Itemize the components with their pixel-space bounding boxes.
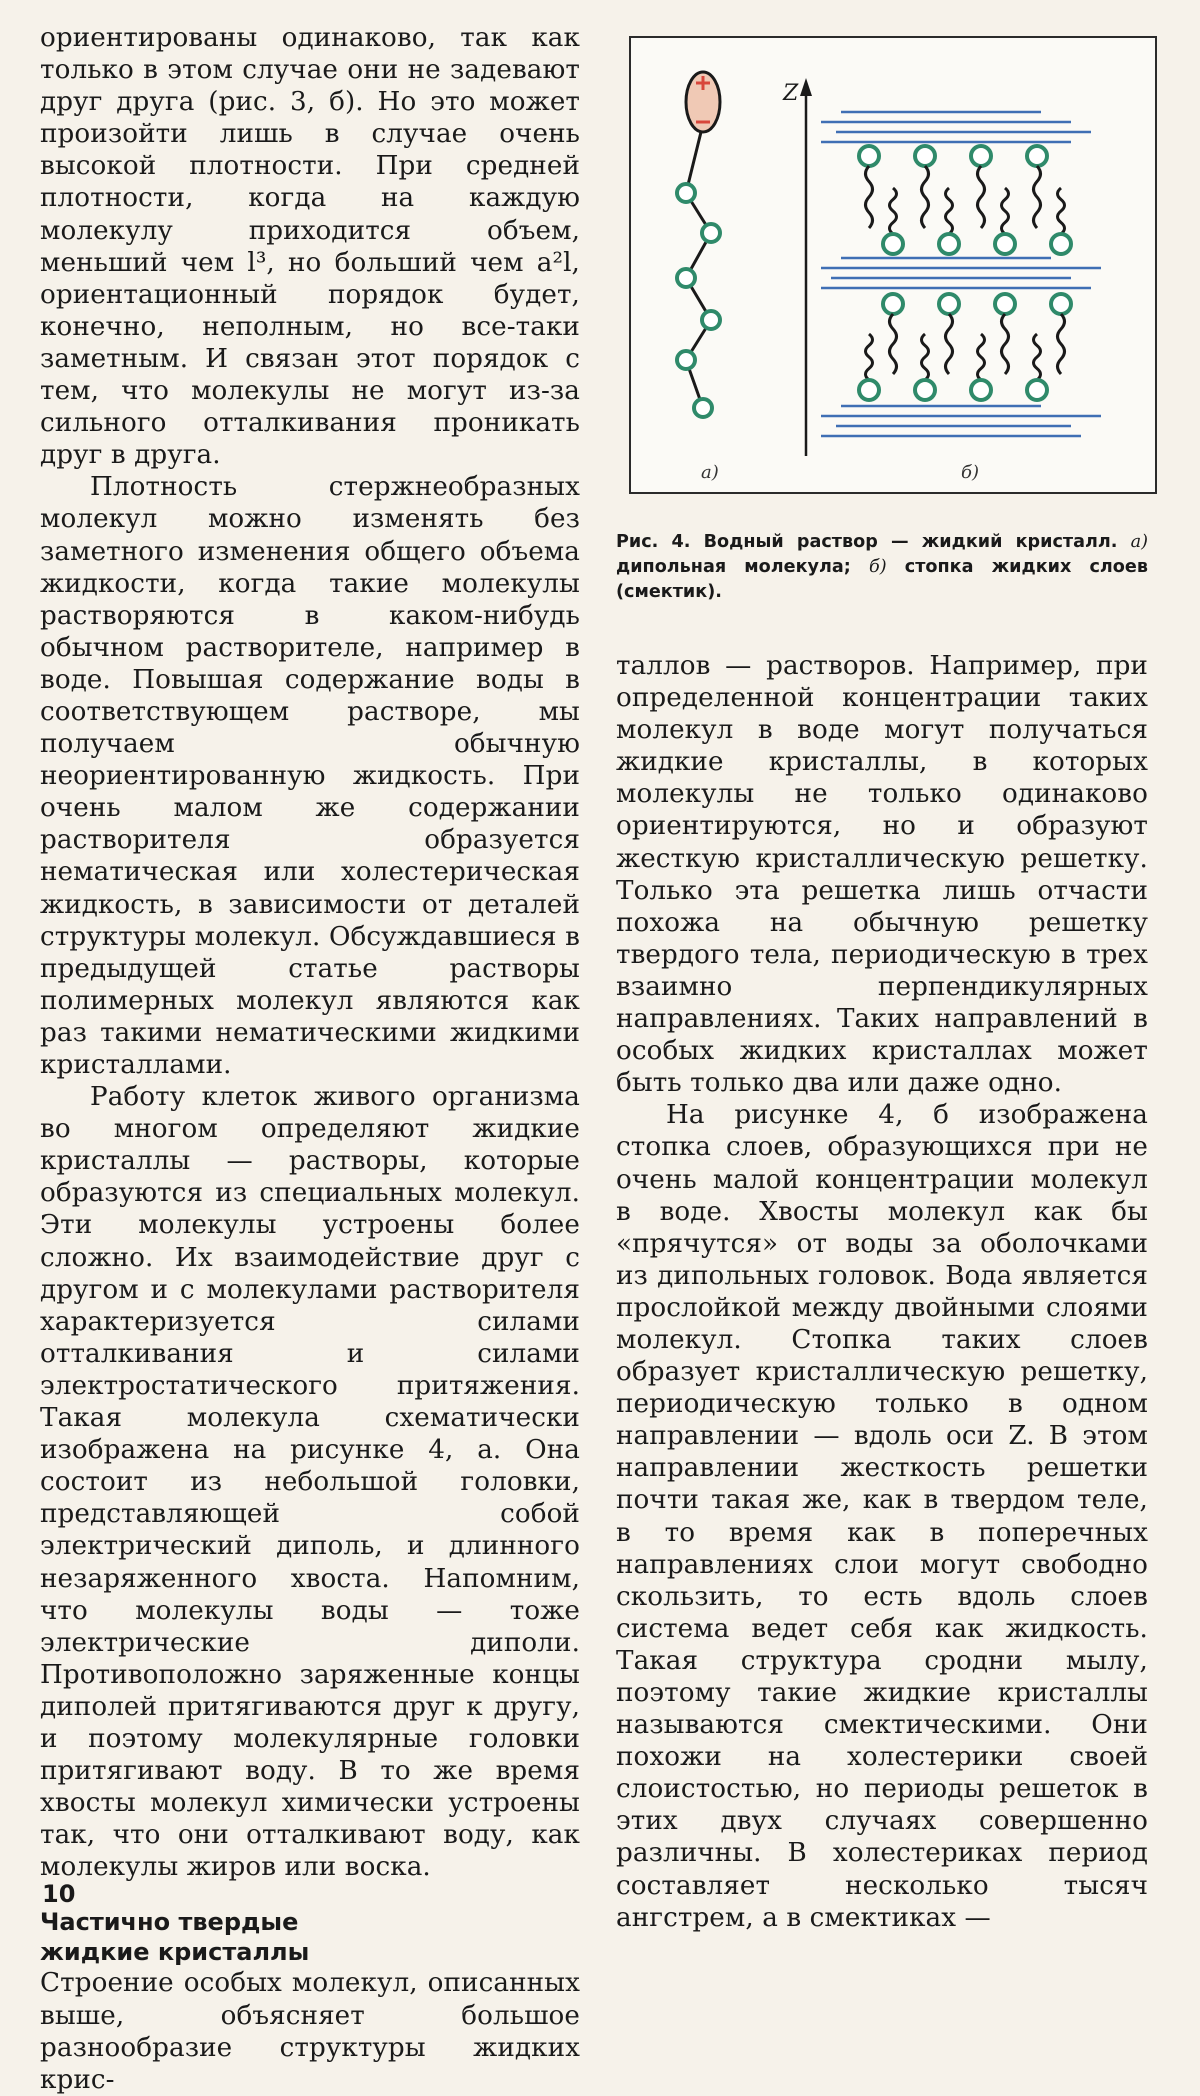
caption-a-marker: а) [1130,532,1148,552]
chain-bead [677,184,695,202]
molecule-head [1027,380,1047,400]
paragraph-6: На рисунке 4, б изображена стопка слоев, образующихся при не очень малой концентрации молекул в воде. Хвосты молекул как бы «прячутся» от воды за оболочками из дипольных головок. Вода является прослойкой между двойными слоями молекул. Стопка таких слоев образует кристаллическую решетку, периодическую только в одном направлении — вдоль оси Z. В этом направлении жесткость решетки почти такая же, как в твердом теле, в то время как в поперечных направлениях слои могут свободно скользить, то есть вдоль слоев система ведет себя как жидкость. Такая структура сродни мылу, поэтому такие жидкие кристаллы называются смектическими. Они похожи на холестерики своей слоистостью, но периоды решеток в этих двух случаях совершенно различны. В холестериках период составляет несколько тысяч ангстрем, а в смектиках — [616,1100,1148,1933]
molecule-head [1051,294,1071,314]
molecule-head [1051,234,1071,254]
dipole-molecule [677,72,720,417]
left-column [40,22,580,2096]
molecule-tail [866,166,873,228]
molecule-tail [1058,314,1065,374]
paragraph-3: Работу клеток живого организма во многом определяют жидкие кристаллы — растворы, которые образуются из специальных молекул. Эти молекулы устроены более сложно. Их взаимодействие друг с другом и с молекулами растворителя характеризуется силами отталкивания и силами электростатического притяжения. Такая молекула схематически изображена на рисунке 4, а. Она состоит из небольшой головки, представляющей собой электрический диполь, и длинного незаряженного хвоста. Напомним, что молекулы воды — тоже электрические диполи. Противоположно заряженные концы диполей притягиваются друг к другу, и поэтому молекулярные головки притягивают воду. В то же время хвосты молекул химически устроены так, что они отталкивают воду, как молекулы жиров или воска. [40,1082,580,1883]
paragraph-1: ориентированы одинаково, так как только в этом случае они не задевают друг друга (рис. 3, б). Но это может произойти лишь в случае очень высокой плотности. При средней плотности, когда на каждую молекулу приходится объем, меньший чем l³, но больший чем a²l, ориентационный порядок будет, конечно, неполным, но все-таки заметным. И связан этот порядок с тем, что молекулы не могут из-за сильного отталкивания проникать друг в друга. [40,23,580,471]
chain-bead [702,311,720,329]
molecule-tail [978,334,985,380]
smectic-stack [821,112,1101,436]
chain-bead [694,399,712,417]
molecule-head [883,234,903,254]
molecule-head [971,380,991,400]
chain-bead [702,224,720,242]
caption-a-text: дипольная молекула; [616,557,851,577]
paragraph-4: Строение особых молекул, описанных выше, объясняет большое разнообразие структуры жидких крис- [40,1968,580,2095]
panel-b-label: б) [961,462,980,483]
paragraph-5: таллов — растворов. Например, при определенной концентрации таких молекул в воде могут получаться жидкие кристаллы, в которых молекулы не только одинаково ориентируются, но и образуют жесткую кристаллическую решетку. Только эта решетка лишь отчасти похожа на обычную решетку твердого тела, периодическую в трех взаимно перпендикулярных направлениях. Таких направлений в особых жидких кристаллах может быть только два или даже одно. [616,651,1148,1099]
molecule-head [859,380,879,400]
z-axis-label: Z [783,81,799,106]
layer-molecules [859,146,1071,400]
figure-4 [629,36,1157,494]
caption-b-text: стопка жидких слоев (смектик). [616,557,1148,602]
molecule-head [939,234,959,254]
figure-caption [616,530,1148,605]
molecule-tail [1058,188,1065,234]
molecule-tail [1002,188,1009,234]
molecule-head [995,294,1015,314]
chain-bead [677,269,695,287]
molecule-tail [922,334,929,380]
page-number: 10 [42,1880,76,1908]
z-axis-arrowhead [800,78,812,96]
molecule-head [995,234,1015,254]
section-heading-line2: жидкие кристаллы [40,1938,310,1967]
molecule-tail [978,166,985,228]
right-column [616,650,1148,1934]
caption-b-marker: б) [868,557,887,577]
molecule-tail [866,334,873,380]
molecule-tail [946,314,953,374]
figure-4-drawing [631,38,1155,492]
molecule-head [883,294,903,314]
molecule-tail [890,314,897,374]
panel-a-label: а) [701,462,719,483]
chain-bead [677,351,695,369]
section-heading-line1: Частично твердые [40,1908,299,1937]
section-heading [40,1907,580,1967]
molecule-tail [946,188,953,234]
molecule-tail [1034,166,1041,228]
caption-title: Рис. 4. Водный раствор — жидкий кристалл. [616,532,1118,552]
molecule-tail [1002,314,1009,374]
molecule-tail [922,166,929,228]
molecule-tail [1034,334,1041,380]
molecule-tail [890,188,897,234]
molecule-head [915,380,935,400]
molecule-head [971,146,991,166]
molecule-head [1027,146,1047,166]
molecule-head [915,146,935,166]
molecule-head [859,146,879,166]
paragraph-2: Плотность стержнеобразных молекул можно изменять без заметного изменения общего объема жидкости, когда такие молекулы растворяются в каком-нибудь обычном растворителе, например в воде. Повышая содержание воды в соответствующем растворе, мы получаем обычную неориентированную жидкость. При очень малом же содержании растворителя образуется нематическая или холестерическая жидкость, в зависимости от деталей структуры молекул. Обсуждавшиеся в предыдущей статье растворы полимерных молекул являются как раз такими нематическими жидкими кристаллами. [40,472,580,1080]
molecule-head [939,294,959,314]
